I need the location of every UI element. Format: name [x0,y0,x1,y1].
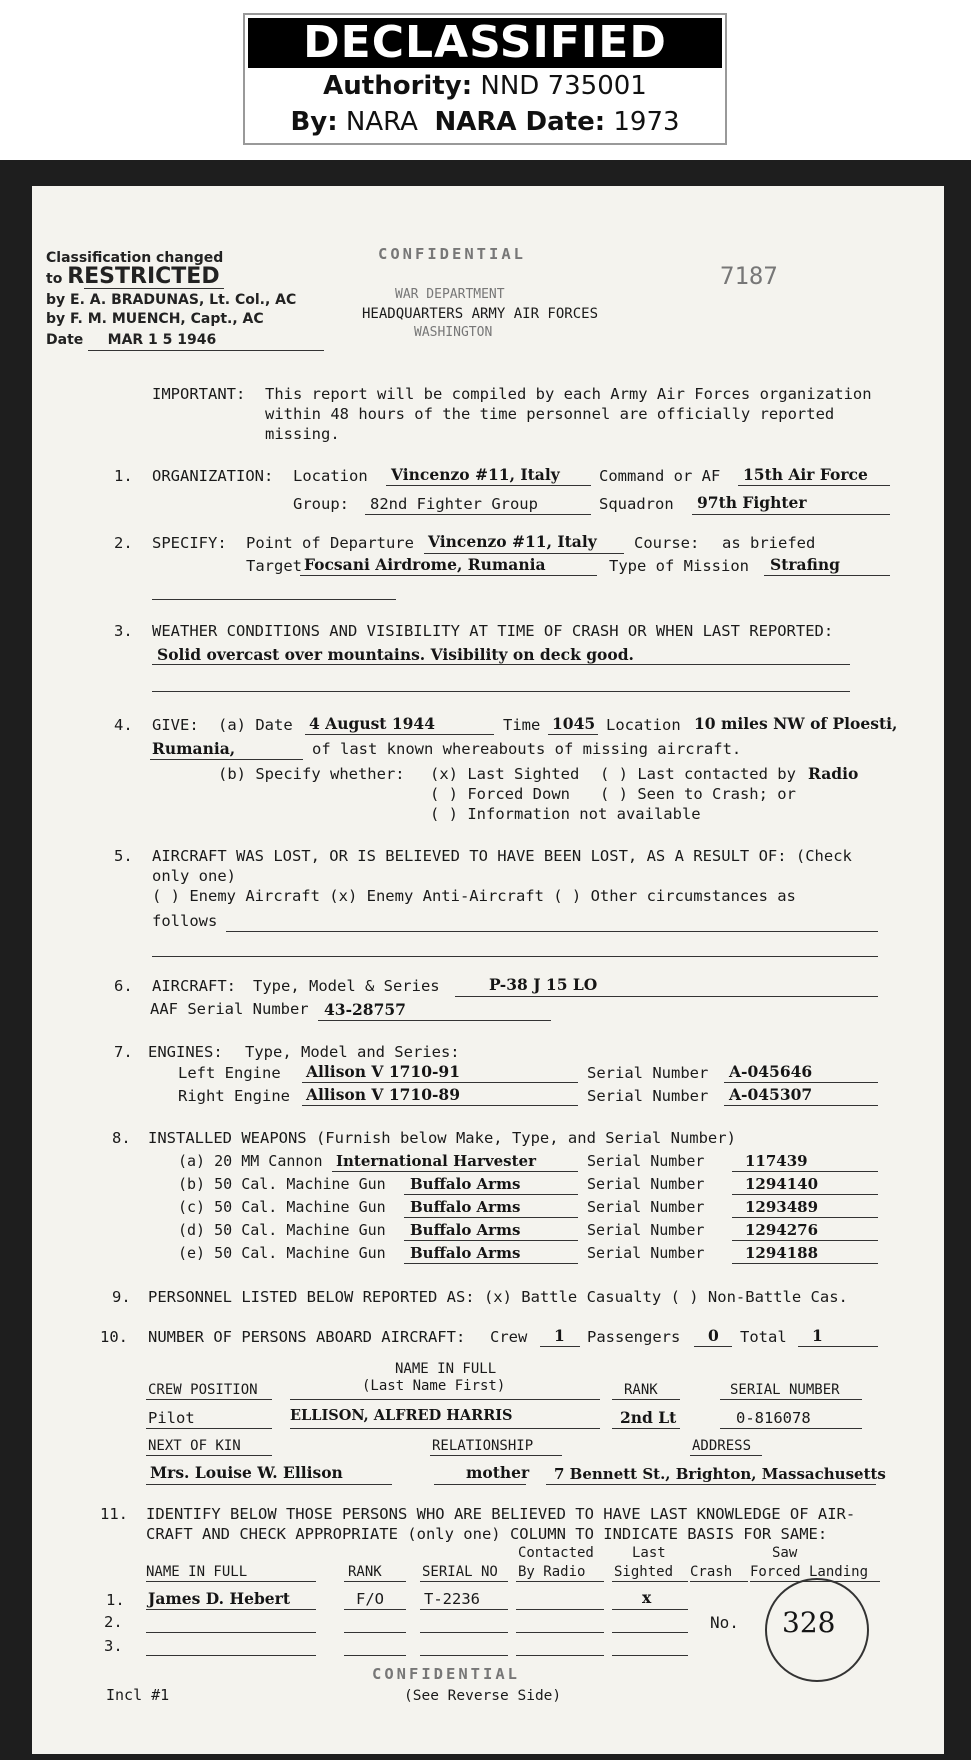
s11-row1-serial: T-2236 [424,1590,480,1608]
s11-header-crash: Crash [690,1564,733,1580]
weapon-serial: 117439 [745,1152,808,1170]
s10-crew-value: 1 [554,1326,565,1345]
s8-num: 8. [112,1129,131,1147]
s10-header-relationship: RELATIONSHIP [432,1438,534,1454]
s11-line2: CRAFT AND CHECK APPROPRIATE (only one) COLUMN TO INDICATE BASIS FOR SAME: [146,1525,828,1543]
s4-label: GIVE: [152,716,199,734]
s2-target-value: Focsani Airdrome, Rumania [304,555,546,574]
reclass-stamp-line3: by E. A. BRADUNAS, Lt. Col., AC [46,292,297,308]
s4-option-seen-crash: ( ) Seen to Crash; or [600,785,796,803]
s10-position-value: Pilot [148,1409,195,1427]
s7-sublabel: Type, Model and Series: [245,1043,460,1061]
s10-kin-value: Mrs. Louise W. Ellison [150,1463,343,1482]
nara-line: By: NARA NARA Date: 1973 [290,107,680,137]
weapon-make: Buffalo Arms [410,1175,521,1193]
weapon-serial: 1293489 [745,1198,819,1216]
number-stamp-label: No. [710,1613,739,1632]
s6-type-label: Type, Model & Series [253,977,440,995]
s1-squadron-label: Squadron [599,495,674,513]
s10-header-position: CREW POSITION [148,1382,258,1398]
s11-header-radio: By Radio [518,1564,586,1580]
s11-header-serial: SERIAL NO [422,1564,498,1580]
s10-rank-value: 2nd Lt [620,1408,677,1427]
s10-header-serial: SERIAL NUMBER [730,1382,840,1398]
s1-command-value: 15th Air Force [743,465,868,484]
s7-right-engine-value: Allison V 1710-89 [306,1085,460,1104]
s7-left-serial-value: A-045646 [729,1062,813,1081]
s1-location-label: Location [293,467,368,485]
weapon-serial-label: Serial Number [587,1244,705,1262]
s4-suffix: of last known whereabouts of missing aircraft. [312,740,742,758]
s10-passengers-label: Passengers [587,1328,681,1346]
weapon-make: International Harvester [336,1152,536,1170]
weapon-serial-label: Serial Number [587,1198,705,1216]
s6-type-value: P-38 J 15 LO [489,975,598,994]
important-line3: missing. [265,425,340,443]
reclass-stamp-line1: Classification changed [46,250,224,266]
number-stamp-value: 328 [782,1606,836,1639]
header-line3: WASHINGTON [414,325,493,340]
s5-line1: AIRCRAFT WAS LOST, OR IS BELIEVED TO HAVE BEEN LOST, AS A RESULT OF: (Check [152,847,852,865]
weapon-serial-label: Serial Number [587,1221,705,1239]
s11-row1-rank: F/O [356,1590,384,1608]
reverse-side-note: (See Reverse Side) [404,1688,562,1704]
s5-line4: follows [152,912,218,930]
s1-command-label: Command or AF [599,467,721,485]
s1-num: 1. [114,467,133,485]
s7-left-engine-value: Allison V 1710-91 [306,1062,460,1081]
s10-header-name: NAME IN FULL [395,1361,497,1377]
s7-left-engine-label: Left Engine [178,1064,281,1082]
s11-row1-num: 1. [106,1591,125,1609]
declassified-banner [243,13,727,145]
s2-course-label: Course: [634,534,700,552]
header-line1: WAR DEPARTMENT [395,287,505,302]
s4-option-radio: Radio [808,764,859,783]
classification-bottom: CONFIDENTIAL [372,1665,520,1683]
s1-location-value: Vincenzo #11, Italy [391,465,560,484]
s1-group-label: Group: [293,495,349,513]
s2-departure-label: Point of Departure [246,534,414,552]
weapon-serial: 1294188 [745,1244,819,1262]
s11-header-sighted: Sighted [614,1564,674,1580]
s5-line2: only one) [152,867,236,885]
s11-row1-sighted-mark: x [642,1588,652,1607]
s3-num: 3. [114,622,133,640]
s8-label: INSTALLED WEAPONS (Furnish below Make, Type, and Serial Number) [148,1129,736,1147]
s6-num: 6. [114,977,133,995]
s6-serial-value: 43-28757 [324,1000,406,1019]
s11-line1: IDENTIFY BELOW THOSE PERSONS WHO ARE BELIEVED TO HAVE LAST KNOWLEDGE OF AIR- [146,1505,856,1523]
header-line2: HEADQUARTERS ARMY AIR FORCES [362,306,599,322]
reclass-stamp-line4: by F. M. MUENCH, Capt., AC [46,311,264,327]
s4-location-value-2: Rumania, [152,739,236,758]
s4-option-last-sighted: (x) Last Sighted [430,765,580,783]
s2-mission-value: Strafing [770,555,840,574]
s4-time-label: Time [503,716,541,734]
s10-total-label: Total [740,1328,787,1346]
s11-row1-name: James D. Hebert [148,1589,290,1608]
weapon-serial-label: Serial Number [587,1175,705,1193]
s10-total-value: 1 [812,1326,823,1345]
weapon-make: Buffalo Arms [410,1221,521,1239]
s4-specify-label: (b) Specify whether: [218,765,405,783]
weapon-serial: 1294140 [745,1175,819,1193]
s4-option-info-na: ( ) Information not available [430,805,701,823]
s11-header-saw: Saw [772,1545,798,1561]
classification-top: CONFIDENTIAL [378,245,526,263]
s4-location-value-1: 10 miles NW of Ploesti, [694,714,898,733]
document-number: 7187 [720,262,778,290]
s10-header-address: ADDRESS [692,1438,752,1454]
declassified-title: DECLASSIFIED [248,18,722,68]
s10-label: NUMBER OF PERSONS ABOARD AIRCRAFT: [148,1328,466,1346]
s4-date-label: (a) Date [218,716,293,734]
s10-header-name-sub: (Last Name First) [362,1378,506,1394]
weapon-serial-label: Serial Number [587,1152,705,1170]
s2-mission-label: Type of Mission [609,557,749,575]
important-line2: within 48 hours of the time personnel are officially reported [265,405,835,423]
s2-num: 2. [114,534,133,552]
weapon-make: Buffalo Arms [410,1198,521,1216]
weapon-label: (e) 50 Cal. Machine Gun [178,1244,386,1262]
s11-row3-num: 3. [104,1637,123,1655]
weapon-label: (d) 50 Cal. Machine Gun [178,1221,386,1239]
s4-option-forced-down: ( ) Forced Down [430,785,570,803]
s7-num: 7. [114,1043,133,1061]
s9-text: PERSONNEL LISTED BELOW REPORTED AS: (x) Battle Casualty ( ) Non-Battle Cas. [148,1288,848,1306]
s7-left-serial-label: Serial Number [587,1064,709,1082]
s2-label: SPECIFY: [152,534,227,552]
inclosure-note: Incl #1 [106,1686,170,1704]
weapon-label: (b) 50 Cal. Machine Gun [178,1175,386,1193]
s6-serial-label: AAF Serial Number [150,1000,309,1018]
s2-departure-value: Vincenzo #11, Italy [428,532,597,551]
s11-row2-num: 2. [104,1613,123,1631]
s2-course-value: as briefed [722,534,816,552]
s10-name-value: ELLISON, ALFRED HARRIS [290,1407,513,1424]
s6-label: AIRCRAFT: [152,977,236,995]
weapon-make: Buffalo Arms [410,1244,521,1262]
s10-num: 10. [100,1328,128,1346]
s5-line3: ( ) Enemy Aircraft (x) Enemy Anti-Aircraft ( ) Other circumstances as [152,887,796,905]
important-line1: This report will be compiled by each Army Air Forces organization [265,385,872,403]
s1-squadron-value: 97th Fighter [697,493,807,512]
weapon-serial: 1294276 [745,1221,819,1239]
s2-target-label: Target [246,557,302,575]
s10-address-value: 7 Bennett St., Brighton, Massachusetts [554,1465,886,1483]
s1-group-value: 82nd Fighter Group [370,495,538,513]
s1-label: ORGANIZATION: [152,467,274,485]
s4-option-last-contacted: ( ) Last contacted by [600,765,796,783]
important-label: IMPORTANT: [152,385,246,403]
s4-date-value: 4 August 1944 [309,714,436,733]
s10-relationship-value: mother [466,1463,530,1482]
s11-num: 11. [100,1505,128,1523]
s3-value: Solid overcast over mountains. Visibility on deck good. [157,645,634,664]
reclass-stamp-line5: Date MAR 1 5 1946 [46,332,217,348]
s11-header-name: NAME IN FULL [146,1564,248,1580]
s5-num: 5. [114,847,133,865]
s7-right-engine-label: Right Engine [178,1087,290,1105]
s11-header-forced: Forced Landing [750,1564,869,1580]
s7-right-serial-value: A-045307 [729,1085,813,1104]
s10-header-rank: RANK [624,1382,658,1398]
weapon-label: (c) 50 Cal. Machine Gun [178,1198,386,1216]
s9-num: 9. [112,1288,131,1306]
s11-header-last: Last [632,1545,666,1561]
weapon-label: (a) 20 MM Cannon [178,1152,323,1170]
s11-header-contacted: Contacted [518,1545,594,1561]
s4-location-label: Location [606,716,681,734]
s3-label: WEATHER CONDITIONS AND VISIBILITY AT TIME OF CRASH OR WHEN LAST REPORTED: [152,622,834,640]
s7-label: ENGINES: [148,1043,223,1061]
s4-time-value: 1045 [552,714,596,733]
s10-crew-label: Crew [490,1328,528,1346]
s4-num: 4. [114,716,133,734]
s7-right-serial-label: Serial Number [587,1087,709,1105]
authority-line: Authority: NND 735001 [323,71,647,101]
s11-header-rank: RANK [348,1564,382,1580]
s10-serial-value: 0-816078 [736,1409,811,1427]
s10-passengers-value: 0 [708,1326,719,1345]
reclass-stamp-line2: to RESTRICTED [46,264,220,289]
s10-header-kin: NEXT OF KIN [148,1438,241,1454]
